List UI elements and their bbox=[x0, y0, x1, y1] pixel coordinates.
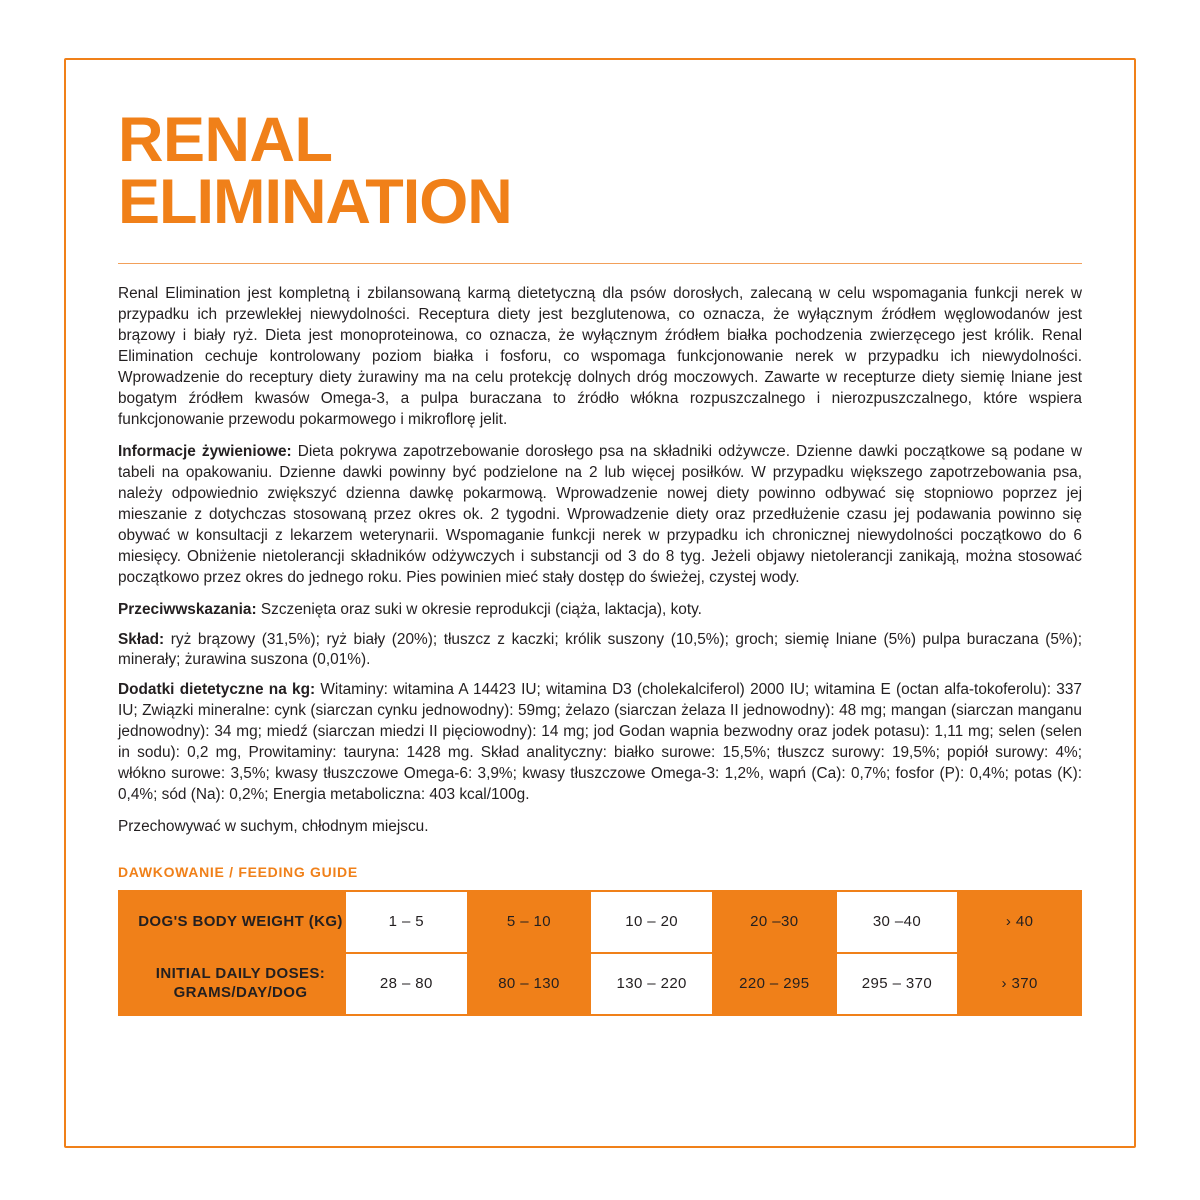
additives-text: Witaminy: witamina A 14423 IU; witamina D3 (cholekalciferol) 2000 IU; witamina E (octan alfa-tokoferolu): 337 IU; Związki mineralne: cynk (siarczan cynku jednowodny): 59mg; żelazo (siarczan żelaza II jednowodny): 48 mg; mangan (siarczan manganu jednowodny): 34 mg; miedź (siarczan miedzi II pięciowodny): 14 mg; jod Godan wapnia bezwodny oraz jodek potasu): 1,11 mg; selen (selen in sodu): 0,2 mg, Prowitaminy: tauryna: 1428 mg. Skład analityczny: białko surowe: 15,5%; tłuszcz surowy: 19,5%; popiół surowy: 4%; włókno surowe: 3,5%; kwasy tłuszczowe Omega-6: 3,9%; kwasy tłuszczowe Omega-3: 1,2%, wapń (Ca): 0,7%; fosfor (P): 0,4%; potas (K): 0,4%; sód (Na): 0,2%; Energia metaboliczna: 403 kcal/100g. bbox=[118, 681, 1082, 804]
contraindications-label: Przeciwwskazania: bbox=[118, 600, 257, 618]
weight-cell-2: 5 – 10 bbox=[468, 891, 591, 953]
dose-cell-1: 28 – 80 bbox=[345, 953, 468, 1015]
composition-paragraph bbox=[118, 630, 1082, 672]
composition-text: ryż brązowy (31,5%); ryż biały (20%); tłuszcz z kaczki; królik suszony (10,5%); groch; siemię lniane (5%) pulpa buraczana (5%); minerały; żurawina suszona (0,01%). bbox=[118, 630, 1082, 669]
dose-cell-3: 130 – 220 bbox=[590, 953, 713, 1015]
body-text bbox=[118, 284, 1082, 838]
weight-cell-3: 10 – 20 bbox=[590, 891, 713, 953]
contraindications-paragraph bbox=[118, 600, 1082, 621]
feeding-guide-table bbox=[118, 890, 1082, 1016]
weight-cell-1: 1 – 5 bbox=[345, 891, 468, 953]
dose-cell-5: 295 – 370 bbox=[836, 953, 959, 1015]
title-line-2: ELIMINATION bbox=[118, 166, 512, 237]
table-row bbox=[119, 953, 1081, 1015]
additives-label: Dodatki dietetyczne na kg: bbox=[118, 681, 316, 699]
row-header-body-weight: DOG'S BODY WEIGHT (KG) bbox=[119, 891, 345, 953]
additives-paragraph bbox=[118, 680, 1082, 806]
row-header-daily-doses: INITIAL DAILY DOSES: GRAMS/DAY/DOG bbox=[119, 953, 345, 1015]
dose-cell-6: › 370 bbox=[958, 953, 1081, 1015]
title-line-1: RENAL bbox=[118, 105, 333, 175]
feeding-guide-heading: DAWKOWANIE / FEEDING GUIDE bbox=[118, 863, 358, 880]
contraindications-text: Szczenięta oraz suki w okresie reprodukcji (ciąża, laktacja), koty. bbox=[256, 600, 702, 618]
dose-cell-4: 220 – 295 bbox=[713, 953, 836, 1015]
page-title bbox=[118, 105, 1082, 237]
storage-paragraph: Przechowywać w suchym, chłodnym miejscu. bbox=[118, 818, 429, 836]
dose-cell-2: 80 – 130 bbox=[468, 953, 591, 1015]
nutrition-label: Informacje żywieniowe: bbox=[118, 443, 292, 461]
title-block bbox=[118, 58, 1082, 264]
weight-cell-4: 20 –30 bbox=[713, 891, 836, 953]
nutrition-text: Dieta pokrywa zapotrzebowanie dorosłego psa na składniki odżywcze. Dzienne dawki początkowe są podane w tabeli na opakowaniu. Dzienne dawki powinny być podzielone na 2 lub więcej posiłków. W przypadku większego zapotrzebowania psa, należy odpowiednio zwiększyć dzienna dawkę pokarmową. Wprowadzenie nowej diety powinno odbywać się stopniowo poprzez jej mieszanie z dotychczas stosowaną przez okres ok. 2 tygodni. Wprowadzenie diety oraz przedłużenie czasu jej podawania powinno się obywać w konsultacji z lekarzem weterynarii. Wspomaganie funkcji nerek w przypadku ich chronicznej niewydolności początkowo do 6 miesięcy. Obniżenie nietolerancji składników odżywczych i substancji od 3 do 8 tyg. Jeżeli objawy nietolerancji zanikają, można stosować początkowo przez okres do jednego roku. Pies powinien mieć stały dostęp do świeżej, czystej wody. bbox=[118, 443, 1083, 586]
composition-label: Skład: bbox=[118, 630, 165, 648]
title-divider bbox=[118, 263, 1082, 264]
table-row bbox=[119, 891, 1081, 953]
weight-cell-5: 30 –40 bbox=[836, 891, 959, 953]
weight-cell-6: › 40 bbox=[958, 891, 1081, 953]
intro-paragraph: Renal Elimination jest kompletną i zbilansowaną karmą dietetyczną dla psów dorosłych, zalecaną w celu wspomagania funkcji nerek w przypadku ich przewlekłej niewydolności. Receptura diety jest bezglutenowa, co oznacza, że wyłącznym źródłem węglowodanów jest brązowy i biały ryż. Dieta jest monoproteinowa, co oznacza, że wyłącznym źródłem białka pochodzenia zwierzęcego jest królik. Renal Elimination cechuje kontrolowany poziom białka i fosforu, co wspomaga funkcjonowanie nerek w przypadku ich niewydolności. Wprowadzenie do receptury diety żurawiny ma na celu protekcję dolnych dróg moczowych. Zawarte w recepturze diety siemię lniane jest bogatym źródłem kwasów Omega-3, a pulpa buraczana to źródło włókna rozpuszczalnego i nierozpuszczalnego, które wspiera funkcjonowanie przewodu pokarmowego i mikroflorę jelit. bbox=[118, 285, 1082, 429]
nutrition-paragraph bbox=[118, 442, 1082, 589]
